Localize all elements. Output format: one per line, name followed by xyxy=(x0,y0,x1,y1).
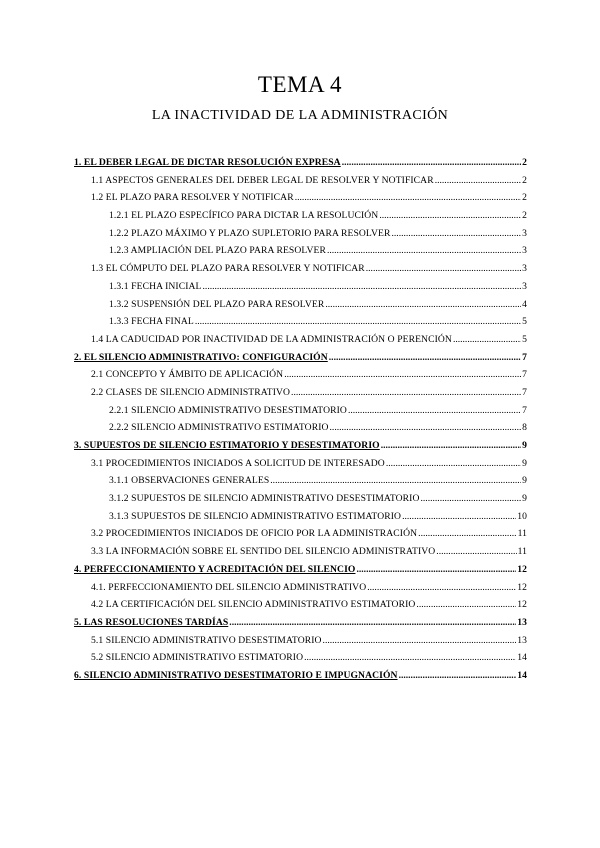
toc-entry[interactable] xyxy=(74,652,527,670)
toc-entry-title: 6. SILENCIO ADMINISTRATIVO DESESTIMATORIO E IMPUGNACIÓN xyxy=(74,669,398,681)
toc-entry-title: 1.3.3 FECHA FINAL xyxy=(109,316,194,328)
toc-entry-page-number: 2 xyxy=(522,210,527,222)
toc-leader-dots xyxy=(327,245,521,256)
page-title: TEMA 4 xyxy=(257,72,343,97)
toc-leader-dots xyxy=(381,440,521,451)
toc-entry-title: 2. EL SILENCIO ADMINISTRATIVO: CONFIGURACIÓN xyxy=(74,351,328,363)
toc-entry-title: 1.3.2 SUSPENSIÓN DEL PLAZO PARA RESOLVER xyxy=(109,298,325,310)
toc-entry-page-number: 7 xyxy=(522,386,527,398)
toc-leader-dots xyxy=(402,511,516,522)
toc-leader-dots xyxy=(203,281,522,292)
toc-entry[interactable] xyxy=(74,582,527,600)
toc-entry-title: 2.2 CLASES DE SILENCIO ADMINISTRATIVO xyxy=(91,386,291,398)
toc-entry[interactable] xyxy=(74,299,527,317)
toc-entry-title: 3.1 PROCEDIMIENTOS INICIADOS A SOLICITUD DE INTERESADO xyxy=(91,457,385,469)
toc-entry-title: 3.3 LA INFORMACIÓN SOBRE EL SENTIDO DEL SILENCIO ADMINISTRATIVO xyxy=(91,546,436,558)
toc-entry-title: 1.1 ASPECTOS GENERALES DEL DEBER LEGAL DE RESOLVER Y NOTIFICAR xyxy=(91,174,434,186)
toc-entry-title: 3.1.2 SUPUESTOS DE SILENCIO ADMINISTRATIVO DESESTIMATORIO xyxy=(109,493,420,505)
toc-entry[interactable] xyxy=(74,228,527,246)
toc-entry[interactable] xyxy=(74,387,527,405)
toc-entry[interactable] xyxy=(74,352,527,370)
toc-entry-page-number: 9 xyxy=(522,493,527,505)
toc-leader-dots xyxy=(379,210,521,221)
toc-entry-page-number: 8 xyxy=(522,422,527,434)
toc-leader-dots xyxy=(304,652,516,663)
toc-entry[interactable] xyxy=(74,281,527,299)
toc-entry-page-number: 11 xyxy=(517,528,527,540)
toc-entry[interactable] xyxy=(74,334,527,352)
toc-entry-page-number: 7 xyxy=(522,404,527,416)
toc-entry-page-number: 3 xyxy=(522,227,527,239)
toc-entry-title: 1.4 LA CADUCIDAD POR INACTIVIDAD DE LA ADMINISTRACIÓN O PERENCIÓN xyxy=(91,333,452,345)
toc-entry-title: 2.1 CONCEPTO Y ÁMBITO DE APLICACIÓN xyxy=(91,369,284,381)
toc-entry-page-number: 3 xyxy=(522,280,527,292)
toc-leader-dots xyxy=(392,228,522,239)
toc-leader-dots xyxy=(325,299,521,310)
toc-entry-page-number: 7 xyxy=(522,369,527,381)
toc-entry[interactable] xyxy=(74,263,527,281)
toc-entry-title: 4. PERFECCIONAMIENTO Y ACREDITACIÓN DEL SILENCIO xyxy=(74,563,356,575)
toc-leader-dots xyxy=(418,528,516,539)
toc-entry[interactable] xyxy=(74,422,527,440)
toc-entry-title: 2.2.1 SILENCIO ADMINISTRATIVO DESESTIMATORIO xyxy=(109,404,347,416)
toc-entry-page-number: 7 xyxy=(522,351,527,363)
toc-entry[interactable] xyxy=(74,175,527,193)
toc-leader-dots xyxy=(435,175,521,186)
toc-entry-page-number: 12 xyxy=(517,599,527,611)
toc-leader-dots xyxy=(348,405,521,416)
toc-entry-page-number: 2 xyxy=(522,174,527,186)
toc-entry[interactable] xyxy=(74,192,527,210)
toc-leader-dots xyxy=(284,369,521,380)
toc-entry[interactable] xyxy=(74,635,527,653)
toc-entry-title: 5. LAS RESOLUCIONES TARDÍAS xyxy=(74,616,229,628)
toc-leader-dots xyxy=(323,635,517,646)
toc-entry-title: 1.2.2 PLAZO MÁXIMO Y PLAZO SUPLETORIO PARA RESOLVER xyxy=(109,227,391,239)
toc-entry[interactable] xyxy=(74,475,527,493)
toc-entry-title: 1.3 EL CÓMPUTO DEL PLAZO PARA RESOLVER Y NOTIFICAR xyxy=(91,263,365,275)
toc-entry[interactable] xyxy=(74,369,527,387)
toc-entry[interactable] xyxy=(74,440,527,458)
toc-leader-dots xyxy=(342,157,521,168)
toc-entry[interactable] xyxy=(74,564,527,582)
toc-entry[interactable] xyxy=(74,493,527,511)
toc-leader-dots xyxy=(229,617,516,628)
toc-entry[interactable] xyxy=(74,546,527,564)
toc-entry[interactable] xyxy=(74,670,527,688)
toc-entry-page-number: 2 xyxy=(522,192,527,204)
toc-entry-page-number: 9 xyxy=(522,440,527,451)
toc-entry-page-number: 4 xyxy=(522,298,527,310)
toc-entry[interactable] xyxy=(74,210,527,228)
toc-entry-title: 2.2.2 SILENCIO ADMINISTRATIVO ESTIMATORIO xyxy=(109,422,329,434)
toc-entry-title: 1.2.1 EL PLAZO ESPECÍFICO PARA DICTAR LA RESOLUCIÓN xyxy=(109,210,379,222)
toc-entry-page-number: 9 xyxy=(522,475,527,487)
page-subtitle: LA INACTIVIDAD DE LA ADMINISTRACIÓN xyxy=(151,108,449,123)
toc-leader-dots xyxy=(291,387,521,398)
toc-entry-title: 5.1 SILENCIO ADMINISTRATIVO DESESTIMATORIO xyxy=(91,634,322,646)
toc-leader-dots xyxy=(436,546,516,557)
toc-entry-page-number: 13 xyxy=(517,634,527,646)
toc-leader-dots xyxy=(330,422,522,433)
toc-leader-dots xyxy=(295,192,521,203)
toc-entry-page-number: 10 xyxy=(517,510,527,522)
toc-entry[interactable] xyxy=(74,617,527,635)
toc-entry-page-number: 2 xyxy=(522,157,527,168)
toc-entry-title: 4.1. PERFECCIONAMIENTO DEL SILENCIO ADMINISTRATIVO xyxy=(91,581,367,593)
toc-entry-page-number: 9 xyxy=(522,457,527,469)
toc-leader-dots xyxy=(366,263,521,274)
toc-leader-dots xyxy=(399,670,517,681)
toc-leader-dots xyxy=(270,475,521,486)
toc-leader-dots xyxy=(195,316,521,327)
toc-entry[interactable] xyxy=(74,528,527,546)
toc-entry-page-number: 5 xyxy=(522,316,527,328)
toc-entry-page-number: 14 xyxy=(517,652,527,664)
toc-entry[interactable] xyxy=(74,245,527,263)
toc-entry[interactable] xyxy=(74,157,527,175)
toc-leader-dots xyxy=(356,564,516,575)
toc-entry-title: 3.2 PROCEDIMIENTOS INICIADOS DE OFICIO POR LA ADMINISTRACIÓN xyxy=(91,528,418,540)
toc-entry-page-number: 12 xyxy=(517,563,527,575)
toc-entry-title: 4.2 LA CERTIFICACIÓN DEL SILENCIO ADMINISTRATIVO ESTIMATORIO xyxy=(91,599,416,611)
toc-entry-title: 1.2.3 AMPLIACIÓN DEL PLAZO PARA RESOLVER xyxy=(109,245,326,257)
toc-leader-dots xyxy=(367,582,516,593)
toc-entry-title: 3.1.1 OBSERVACIONES GENERALES xyxy=(109,475,270,487)
toc-entry-title: 3.1.3 SUPUESTOS DE SILENCIO ADMINISTRATIVO ESTIMATORIO xyxy=(109,510,402,522)
toc-entry-page-number: 12 xyxy=(517,581,527,593)
toc-entry[interactable] xyxy=(74,316,527,334)
toc-entry-title: 3. SUPUESTOS DE SILENCIO ESTIMATORIO Y DESESTIMATORIO xyxy=(74,440,380,451)
toc-entry-page-number: 3 xyxy=(522,263,527,275)
toc-entry-title: 1.3.1 FECHA INICIAL xyxy=(109,280,202,292)
toc-leader-dots xyxy=(416,599,516,610)
toc-entry-title: 1.2 EL PLAZO PARA RESOLVER Y NOTIFICAR xyxy=(91,192,294,204)
toc-entry[interactable] xyxy=(74,599,527,617)
toc-leader-dots xyxy=(386,458,521,469)
toc-entry[interactable] xyxy=(74,511,527,529)
toc-entry-page-number: 5 xyxy=(522,333,527,345)
toc-leader-dots xyxy=(329,352,521,363)
table-of-contents xyxy=(74,157,527,688)
toc-entry-page-number: 13 xyxy=(517,616,527,628)
toc-entry-page-number: 3 xyxy=(522,245,527,257)
toc-leader-dots xyxy=(453,334,521,345)
toc-entry-title: 5.2 SILENCIO ADMINISTRATIVO ESTIMATORIO xyxy=(91,652,304,664)
toc-leader-dots xyxy=(421,493,522,504)
toc-entry-title: 1. EL DEBER LEGAL DE DICTAR RESOLUCIÓN EXPRESA xyxy=(74,157,341,168)
toc-entry[interactable] xyxy=(74,458,527,476)
toc-entry[interactable] xyxy=(74,405,527,423)
toc-entry-page-number: 11 xyxy=(517,546,527,558)
toc-entry-page-number: 14 xyxy=(517,669,527,681)
